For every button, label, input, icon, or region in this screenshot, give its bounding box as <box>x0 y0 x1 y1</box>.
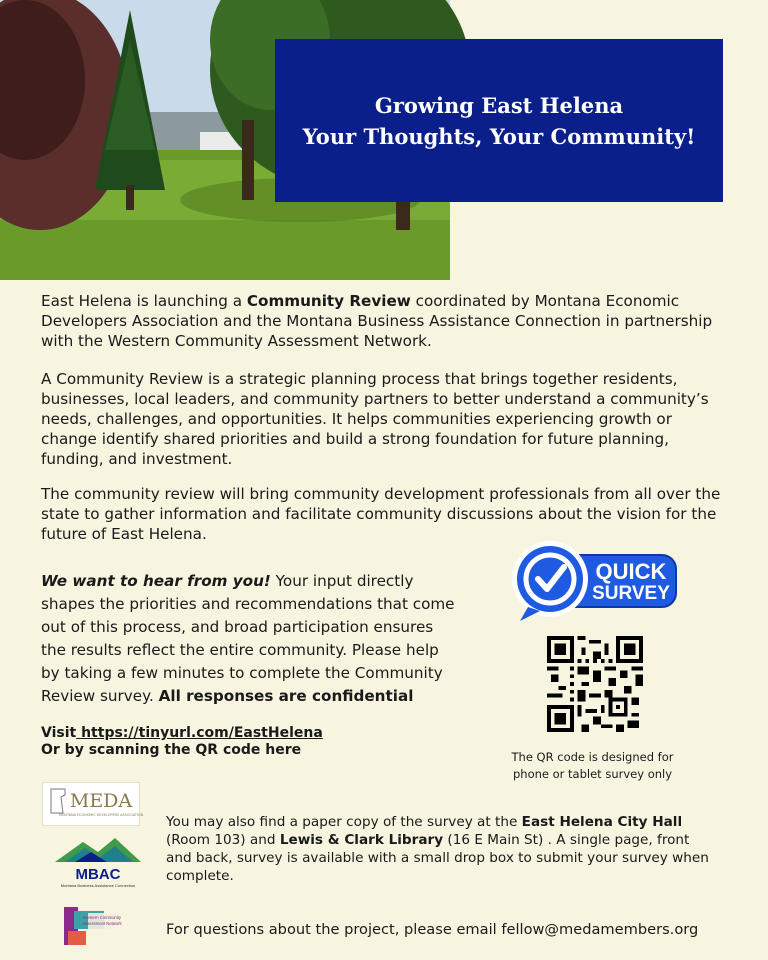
community-review-emphasis: Community Review <box>246 292 411 310</box>
paper-copy-text: (Room 103) and <box>166 832 280 848</box>
title-line-2: Your Thoughts, Your Community! <box>302 123 696 149</box>
title-line-1: Growing East Helena <box>374 92 624 118</box>
mbac-logo-text: MBAC <box>75 866 121 883</box>
meda-logo-text: MEDA <box>69 790 133 812</box>
visit-label: Visit <box>41 725 77 741</box>
library-location: Lewis & Clark Library <box>279 832 444 848</box>
wcan-logo-text-2: Assessment Network <box>82 921 122 926</box>
confidential-note: All responses are confidential <box>158 687 414 705</box>
quick-survey-badge <box>510 537 680 623</box>
intro-paragraph-3: The community review will bring community development professionals from all over the state to gather information and facilitate community discussions about the vision for the future of East Helena. <box>41 485 721 543</box>
badge-text-survey: SURVEY <box>592 583 670 604</box>
survey-body: Your input directly shapes the priorities and recommendations that come out of this process, and broad participation ensures the results reflect the entire community. Please help by taking a few minutes to complete the Community Review survey. <box>41 572 455 705</box>
wcan-logo-text-1: Western Community <box>83 915 121 920</box>
meda-logo <box>42 782 144 826</box>
scan-instruction: Or by scanning the QR code here <box>41 742 302 758</box>
mbac-logo-subtext: Montana Business Assistance Connection <box>60 883 136 888</box>
qr-note: The QR code is designed for phone or tablet survey only <box>511 750 674 781</box>
qr-code[interactable] <box>547 636 643 732</box>
survey-lead: We want to hear from you! <box>41 572 271 590</box>
mbac-logo <box>55 836 141 890</box>
paper-copy-text: You may also find a paper copy of the survey at the <box>166 814 522 830</box>
intro-text: coordinated by Montana Economic Developers Association and the Montana Business Assistance Connection in partnership with the Western Community Assessment Network. <box>41 292 713 350</box>
paper-copy-text: (16 E Main St) . A single page, front and back, survey is available with a small drop box to submit your survey when complete. <box>166 832 709 884</box>
badge-text-quick: QUICK <box>595 559 667 584</box>
intro-text: East Helena is launching a <box>41 292 247 310</box>
city-hall-location: East Helena City Hall <box>521 814 683 830</box>
visit-block <box>41 725 371 759</box>
survey-link[interactable]: https://tinyurl.com/EastHelena <box>76 725 323 741</box>
survey-call-paragraph <box>41 570 461 708</box>
meda-logo-subtext: MONTANA ECONOMIC DEVELOPERS ASSOCIATION <box>58 813 144 817</box>
title-banner <box>275 39 723 202</box>
contact-email-line: For questions about the project, please email fellow@medamembers.org <box>166 921 699 938</box>
intro-paragraph-2: A Community Review is a strategic planning process that brings together residents, businesses, local leaders, and community partners to better understand a community’s needs, challenges, and opportunities. It helps communities experiencing growth or change identify shared priorities and build a strong foundation for future planning, funding, and investment. <box>41 370 709 468</box>
wcan-logo <box>64 905 122 947</box>
paper-copy-paragraph <box>166 813 711 885</box>
intro-paragraph-1 <box>41 291 731 351</box>
